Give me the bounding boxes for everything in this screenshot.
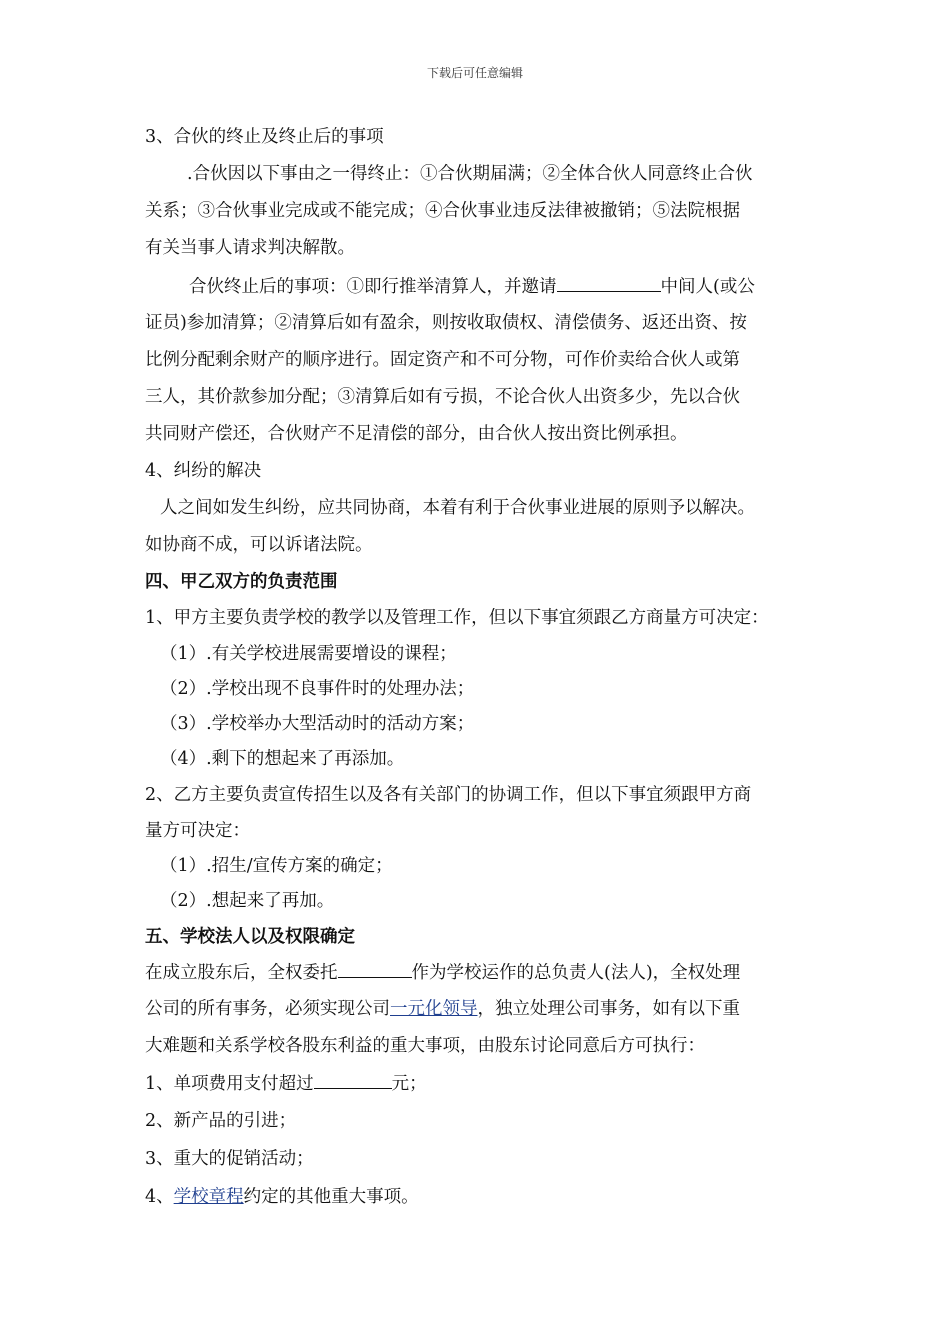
- sub-list-item: （2）.想起来了再加。: [160, 891, 335, 911]
- unified-leadership-link[interactable]: 一元化领导: [390, 999, 478, 1019]
- list-item: 量方可决定：: [145, 821, 250, 841]
- paragraph-line: 人之间如发生纠纷，应共同协商，本着有利于合伙事业进展的原则予以解决。: [160, 498, 755, 518]
- heading-responsibility: 四、甲乙双方的负责范围: [145, 572, 338, 592]
- list-item: 2、乙方主要负责宣传招生以及各有关部门的协调工作，但以下事宜须跟甲方商: [145, 785, 752, 805]
- text-segment: 合伙终止后的事项：①即行推举清算人，并邀请: [189, 277, 557, 297]
- heading-legal-person: 五、学校法人以及权限确定: [145, 927, 355, 947]
- paragraph-line: .合伙因以下事由之一得终止：①合伙期届满；②全体合伙人同意终止合伙: [187, 164, 753, 184]
- fill-in-blank[interactable]: [314, 1070, 392, 1089]
- text-segment: 1、单项费用支付超过: [145, 1074, 314, 1094]
- fill-in-blank[interactable]: [557, 273, 661, 292]
- paragraph-line: [189, 273, 755, 300]
- paragraph-line: [145, 959, 740, 986]
- text-segment: 4、: [145, 1187, 174, 1207]
- text-segment: 元；: [391, 1074, 427, 1094]
- paragraph-line: 三人，其价款参加分配；③清算后如有亏损，不论合伙人出资多少，先以合伙: [145, 387, 740, 407]
- paragraph-line: 证员)参加清算；②清算后如有盈余，则按收取债权、清偿债务、返还出资、按: [145, 313, 747, 333]
- sub-list-item: （1）.有关学校进展需要增设的课程；: [160, 644, 457, 664]
- text-segment: 中间人(或公: [660, 277, 755, 297]
- paragraph-line: 共同财产偿还，合伙财产不足清偿的部分，由合伙人按出资比例承担。: [145, 424, 688, 444]
- list-item: [145, 1184, 419, 1210]
- list-item: 2、新产品的引进；: [145, 1111, 297, 1131]
- list-item: 3、重大的促销活动；: [145, 1149, 314, 1169]
- paragraph-line: 如协商不成，可以诉诸法院。: [145, 535, 373, 555]
- sub-list-item: （4）.剩下的想起来了再添加。: [160, 749, 405, 769]
- fill-in-blank[interactable]: [338, 959, 412, 978]
- text-segment: 公司的所有事务，必须实现公司: [145, 999, 390, 1019]
- text-segment: 作为学校运作的总负责人(法人)，全权处理: [411, 963, 741, 983]
- text-segment: 约定的其他重大事项。: [243, 1187, 419, 1207]
- sub-list-item: （1）.招生/宣传方案的确定；: [160, 856, 393, 876]
- paragraph-line: 大难题和关系学校各股东利益的重大事项，由股东讨论同意后方可执行：: [145, 1036, 705, 1056]
- text-segment: 在成立股东后，全权委托: [145, 963, 338, 983]
- paragraph-line: 比例分配剩余财产的顺序进行。固定资产和不可分物，可作价卖给合伙人或第: [145, 350, 740, 370]
- section-4-title: 4、纠纷的解决: [145, 461, 262, 481]
- school-charter-link[interactable]: 学校章程: [173, 1187, 244, 1207]
- list-item: [145, 1070, 427, 1097]
- page-header: 下载后可任意编辑: [426, 66, 523, 80]
- sub-list-item: （3）.学校举办大型活动时的活动方案；: [160, 714, 475, 734]
- paragraph-line: 关系；③合伙事业完成或不能完成；④合伙事业违反法律被撤销；⑤法院根据: [145, 201, 740, 221]
- sub-list-item: （2）.学校出现不良事件时的处理办法；: [160, 679, 475, 699]
- text-segment: ，独立处理公司事务，如有以下重: [477, 999, 740, 1019]
- paragraph-line: 有关当事人请求判决解散。: [145, 238, 355, 258]
- paragraph-line: [145, 996, 740, 1022]
- section-3-title: 3、合伙的终止及终止后的事项: [145, 127, 384, 147]
- list-item: 1、甲方主要负责学校的教学以及管理工作，但以下事宜须跟乙方商量方可决定：: [145, 608, 769, 628]
